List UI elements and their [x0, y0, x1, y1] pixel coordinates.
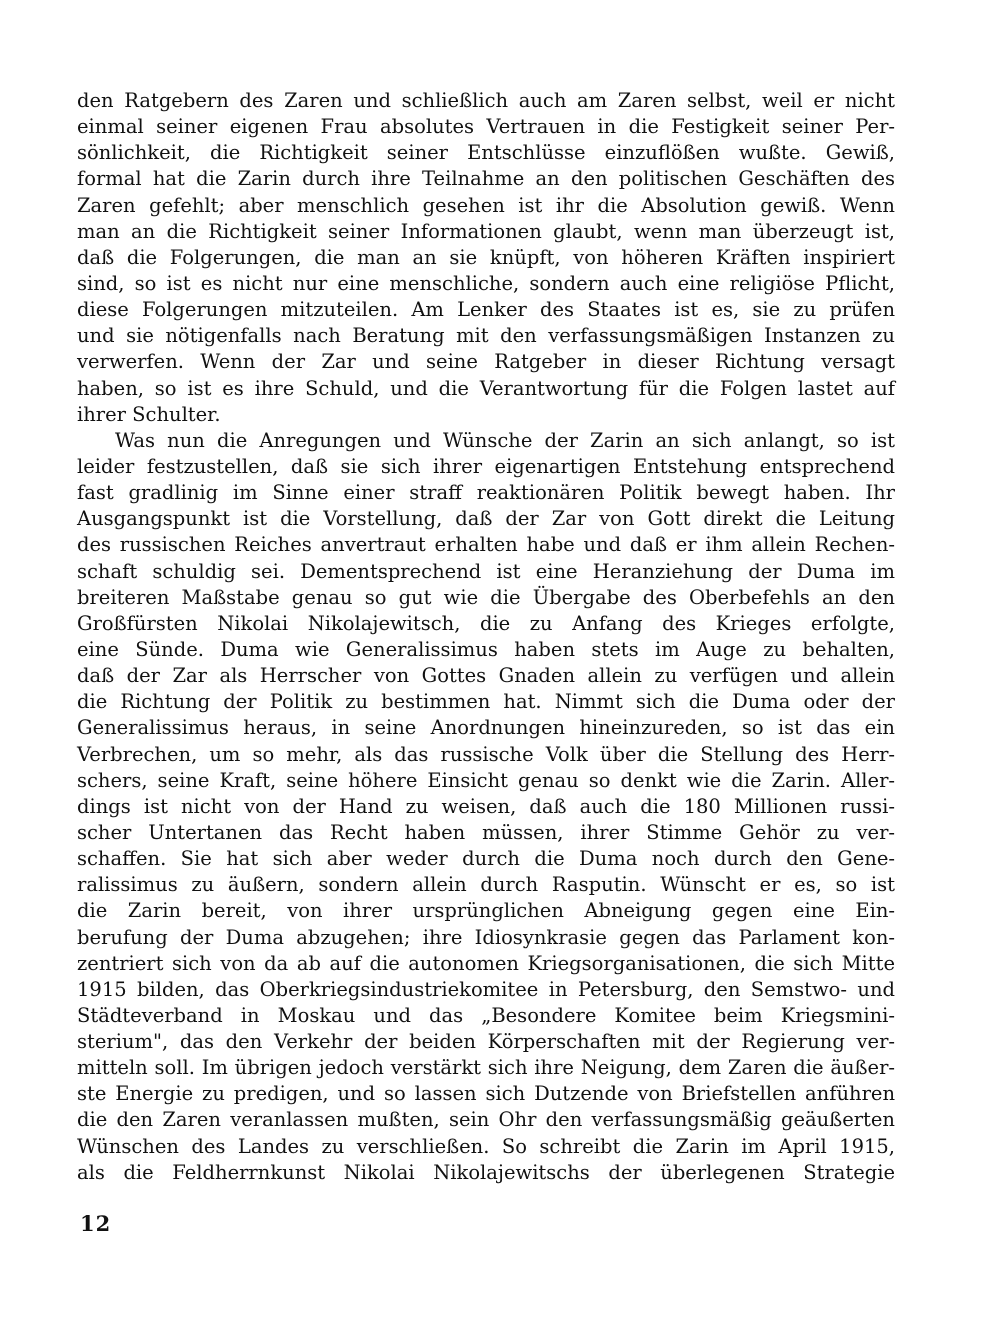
text-line: 1915 bilden, das Oberkriegsindustriekomitee in Petersburg, den Semstwo- und — [77, 977, 895, 1001]
body-text — [77, 88, 895, 1186]
text-line: als die Feldherrnkunst Nikolai Nikolajewitschs der überlegenen Strategie — [77, 1160, 895, 1184]
text-line: die Richtung der Politik zu bestimmen hat. Nimmt sich die Duma oder der — [77, 690, 895, 714]
text-line: zentriert sich von da ab auf die autonomen Kriegsorganisationen, die sich Mitte — [77, 951, 895, 975]
text-line: Zaren gefehlt; aber menschlich gesehen ist ihr die Absolution gewiß. Wenn — [77, 193, 895, 217]
text-line: Ausgangspunkt ist die Vorstellung, daß der Zar von Gott direkt die Leitung — [77, 507, 895, 531]
text-line: breiteren Maßstabe genau so gut wie die Übergabe des Oberbefehls an den — [77, 585, 895, 609]
text-line: Verbrechen, um so mehr, als das russische Volk über die Stellung des Herr- — [77, 742, 895, 766]
text-line: mitteln soll. Im übrigen jedoch verstärkt sich ihre Neigung, dem Zaren die äußer- — [77, 1056, 895, 1080]
text-line: ste Energie zu predigen, und so lassen sich Dutzende von Briefstellen anführen — [77, 1082, 895, 1106]
paragraph-end-line: ihrer Schulter. — [77, 402, 221, 426]
text-line: fast gradlinig im Sinne einer straff reaktionären Politik bewegt haben. Ihr — [77, 481, 895, 505]
text-line: eine Sünde. Duma wie Generalissimus haben stets im Auge zu behalten, — [77, 637, 895, 661]
text-line: sterium", das den Verkehr der beiden Körperschaften mit der Regierung ver- — [77, 1030, 895, 1054]
text-line: Wünschen des Landes zu verschließen. So schreibt die Zarin im April 1915, — [77, 1134, 895, 1158]
text-line: Großfürsten Nikolai Nikolajewitsch, die zu Anfang des Krieges erfolgte, — [77, 611, 895, 635]
text-line: die den Zaren veranlassen mußten, sein Ohr den verfassungsmäßig geäußerten — [77, 1108, 895, 1132]
text-line: verwerfen. Wenn der Zar und seine Ratgeber in dieser Richtung versagt — [77, 350, 895, 374]
text-line: dings ist nicht von der Hand zu weisen, daß auch die 180 Millionen russi- — [77, 794, 895, 818]
text-line: diese Folgerungen mitzuteilen. Am Lenker des Staates ist es, sie zu prüfen — [77, 298, 895, 322]
text-line: daß die Folgerungen, die man an sie knüpft, von höheren Kräften inspiriert — [77, 245, 895, 269]
paragraph-first-line: Was nun die Anregungen und Wünsche der Zarin an sich anlangt, so ist — [115, 428, 895, 452]
text-line: formal hat die Zarin durch ihre Teilnahme an den politischen Geschäften des — [77, 167, 895, 191]
text-line: ralissimus zu äußern, sondern allein durch Rasputin. Wünscht er es, so ist — [77, 873, 895, 897]
text-line: des russischen Reiches anvertraut erhalten habe und daß er ihm allein Rechen- — [77, 533, 895, 557]
text-line: man an die Richtigkeit seiner Informationen glaubt, wenn man überzeugt ist, — [77, 219, 895, 243]
text-line: daß der Zar als Herrscher von Gottes Gnaden allein zu verfügen und allein — [77, 664, 895, 688]
text-line: schaffen. Sie hat sich aber weder durch die Duma noch durch den Gene- — [77, 847, 895, 871]
text-line: sönlichkeit, die Richtigkeit seiner Entschlüsse einzuflößen wußte. Gewiß, — [77, 141, 895, 165]
text-line: schers, seine Kraft, seine höhere Einsicht genau so denkt wie die Zarin. Aller- — [77, 768, 895, 792]
page-number: 12 — [80, 1211, 112, 1236]
text-line: einmal seiner eigenen Frau absolutes Vertrauen in die Festigkeit seiner Per- — [77, 115, 895, 139]
text-line: schaft schuldig sei. Dementsprechend ist eine Heranziehung der Duma im — [77, 559, 895, 583]
text-line: den Ratgebern des Zaren und schließlich auch am Zaren selbst, weil er nicht — [77, 89, 895, 112]
text-line: und sie nötigenfalls nach Beratung mit den verfassungsmäßigen Instanzen zu — [77, 324, 895, 348]
text-line: sind, so ist es nicht nur eine menschliche, sondern auch eine religiöse Pflicht, — [77, 271, 895, 295]
text-line: leider festzustellen, daß sie sich ihrer eigenartigen Entstehung entsprechend — [77, 454, 895, 478]
text-line: die Zarin bereit, von ihrer ursprünglichen Abneigung gegen eine Ein- — [77, 899, 895, 923]
text-line: scher Untertanen das Recht haben müssen, ihrer Stimme Gehör zu ver- — [77, 820, 895, 844]
text-line: berufung der Duma abzugehen; ihre Idiosynkrasie gegen das Parlament kon- — [77, 925, 895, 949]
text-line: Generalissimus heraus, in seine Anordnungen hineinzureden, so ist das ein — [77, 716, 895, 740]
text-line: Städteverband in Moskau und das „Besondere Komitee beim Kriegsmini- — [77, 1003, 895, 1027]
text-line: haben, so ist es ihre Schuld, und die Verantwortung für die Folgen lastet auf — [77, 376, 895, 400]
